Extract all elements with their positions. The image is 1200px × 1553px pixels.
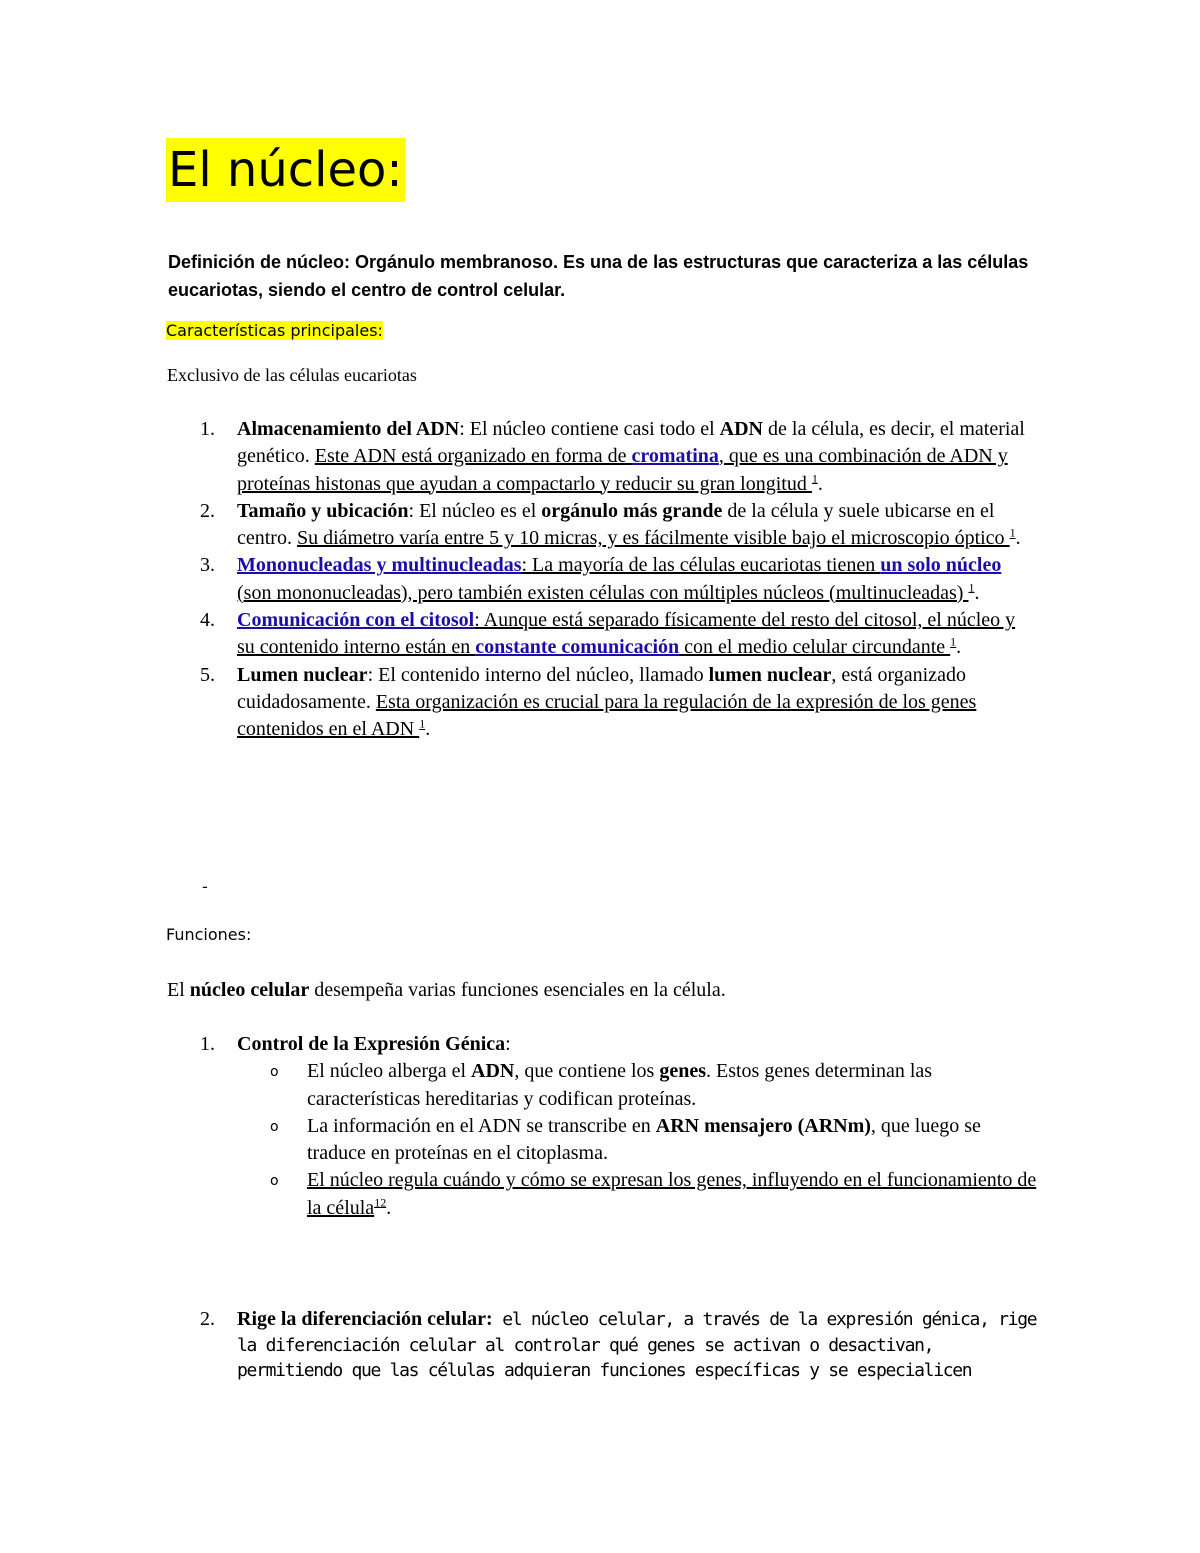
item-text: de la célula y suele ubicarse en el centro. (237, 499, 995, 550)
item-text: : El contenido interno del núcleo, llamado (367, 663, 709, 686)
item-underlined: con el medio celular circundante (679, 636, 951, 659)
item-text: : El núcleo es el (408, 499, 542, 522)
list-item (167, 416, 1037, 498)
bullet-marker: o (270, 1173, 279, 1190)
list-number: 1. (200, 1033, 215, 1055)
list-item (167, 498, 1037, 553)
exclusive-note: Exclusivo de las células eucariotas (167, 365, 417, 385)
bullet-bold: genes (659, 1060, 706, 1083)
bullet-underlined: El núcleo regula cuándo y cómo se expresan los genes, influyendo en el funcionamiento de la célula (307, 1169, 1037, 1219)
bullet-bold: ADN (471, 1060, 515, 1083)
item-underlined: Este ADN está organizado en forma de (314, 445, 632, 468)
list-number: 5. (200, 663, 215, 686)
characteristics-heading-text: Características principales: (166, 321, 383, 340)
footnote-ref[interactable]: 1 (419, 716, 426, 731)
list-number: 3. (200, 554, 215, 577)
bullet-text: , que contiene los (514, 1060, 660, 1083)
bullet-text: El núcleo alberga el (307, 1060, 472, 1083)
footnote-ref[interactable]: 1 (811, 470, 818, 485)
item-end: . (425, 718, 431, 741)
definition-paragraph: Definición de núcleo: Orgánulo membranoso. Es una de las estructuras que caracteriza a las células eucariotas, siendo el centro de control celular. (168, 252, 1029, 300)
mononucleadas-link[interactable]: Mononucleadas y multinucleadas (237, 554, 522, 577)
bullet-marker: o (270, 1064, 279, 1081)
characteristics-heading (166, 320, 383, 342)
functions-intro (167, 977, 726, 1004)
bullet-text: La información en el ADN se transcribe en (307, 1114, 656, 1137)
functions-list-2 (167, 1307, 1047, 1384)
footnote-ref[interactable]: 1 (1009, 525, 1016, 540)
item-underlined: : Aunque está separado físicamente del resto del citosol, el núcleo y su contenido interno están en (237, 609, 1016, 659)
bullet-end: . (386, 1196, 392, 1219)
item-end: . (974, 581, 980, 604)
item-end: . (817, 472, 823, 495)
item-text: : El núcleo contiene casi todo el (459, 418, 720, 440)
bullet-text: , que luego se traduce en proteínas en el citoplasma. (307, 1114, 981, 1165)
cromatina-link[interactable]: cromatina (631, 445, 719, 468)
footnote-ref[interactable]: 1 (968, 580, 975, 595)
item-end: . (1015, 527, 1021, 550)
item-text: de la célula, es decir, el material genético. (237, 418, 1025, 468)
constante-comunicacion-link[interactable]: constante comunicación (475, 636, 680, 659)
item-underlined: : La mayoría de las células eucariotas tienen (521, 554, 881, 577)
bullet-bold: ARN mensajero (ARNm) (655, 1114, 871, 1137)
sub-bullet-item (167, 1167, 1037, 1222)
sub-bullet-item (167, 1113, 1037, 1168)
list-number: 1. (200, 418, 215, 440)
list-item (167, 662, 1037, 744)
intro-text: desempeña varias funciones esenciales en la célula. (309, 979, 726, 1001)
bullet-text: . Estos genes determinan las características hereditarias y codifican proteínas. (307, 1060, 933, 1110)
footnote-ref[interactable]: 1 (950, 634, 957, 649)
list-number: 4. (200, 609, 215, 632)
functions-heading: Funciones: (166, 925, 252, 944)
list-item (167, 607, 1037, 662)
list-item (167, 1307, 1047, 1384)
item-underlined: (son mononucleadas), pero también existen células con múltiples núcleos (multinucleadas) (237, 581, 969, 604)
comunicacion-citosol-link[interactable]: Comunicación con el citosol (237, 609, 475, 632)
item-bold: lumen nuclear (708, 663, 832, 686)
characteristics-list (167, 416, 1037, 744)
intro-bold: núcleo celular (189, 979, 310, 1001)
item-bold: ADN (719, 418, 764, 440)
item-bold: orgánulo más grande (541, 499, 723, 522)
item-colon: : (505, 1033, 511, 1055)
item-term: Rige la diferenciación celular: (237, 1308, 493, 1330)
item-underlined: Esta organización es crucial para la regulación de la expresión de los genes contenidos en el ADN (237, 690, 977, 741)
functions-list (167, 1031, 1037, 1222)
separator-dash: - (202, 877, 208, 896)
list-item (167, 1031, 1037, 1058)
item-term: Almacenamiento del ADN (237, 418, 460, 440)
item-term: Lumen nuclear (237, 663, 368, 686)
item-text: el núcleo celular, a través de la expresión génica, rige la diferenciación celular al controlar qué genes se activan o desactivan, permitiendo que las células adquieran funciones específicas y se especialicen (237, 1309, 1037, 1381)
list-number: 2. (200, 499, 215, 522)
intro-text: El (167, 979, 190, 1001)
item-term: Tamaño y ubicación (237, 499, 409, 522)
item-underlined: Su diámetro varía entre 5 y 10 micras, y es fácilmente visible bajo el microscopio óptico (296, 527, 1010, 550)
item-underlined: , que es una combinación de ADN y proteínas histonas que ayudan a compactarlo y reducir su gran longitud (237, 445, 1008, 495)
list-number: 2. (200, 1308, 215, 1330)
item-term: Control de la Expresión Génica (237, 1033, 506, 1055)
footnote-ref[interactable]: 12 (374, 1195, 387, 1210)
item-end: . (956, 636, 962, 659)
page-title: El núcleo: (166, 138, 405, 202)
item-text: , está organizado cuidadosamente. (237, 663, 966, 713)
bullet-marker: o (270, 1118, 279, 1135)
sub-bullet-item (167, 1058, 1037, 1113)
un-solo-nucleo-link[interactable]: un solo núcleo (880, 554, 1002, 577)
list-item (167, 552, 1037, 607)
